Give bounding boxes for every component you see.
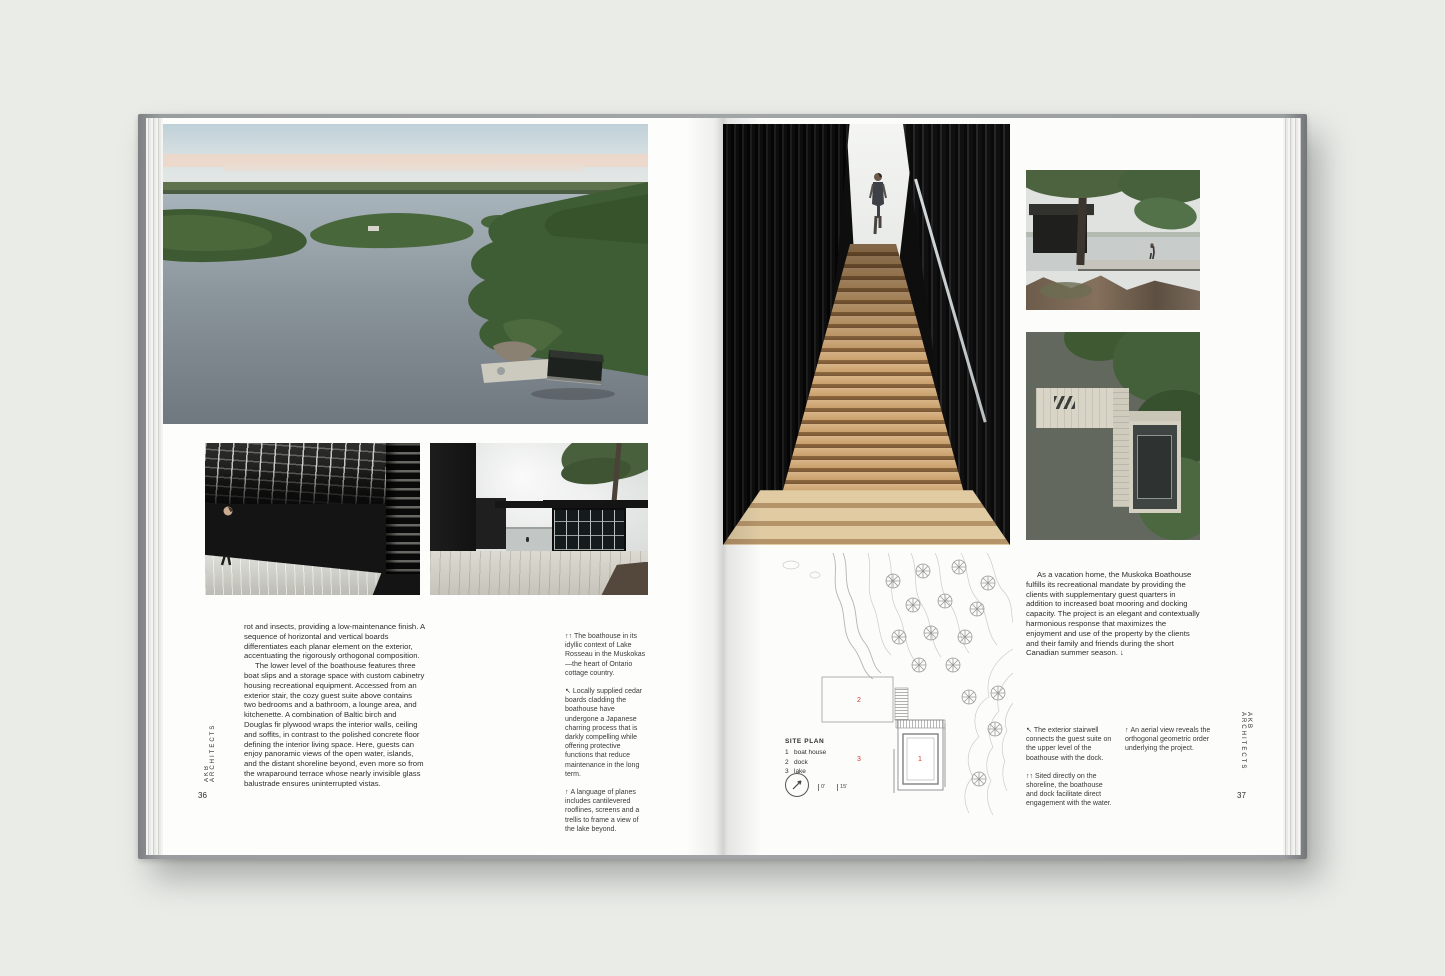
page-edges-left [146,118,163,855]
up-up-arrow-icon: ↑↑ [565,633,572,640]
up-left-arrow-icon: ↖ [565,688,571,696]
photo-boathouse-dock [1026,170,1200,310]
photo-stairwell [723,124,1010,545]
up-arrow-icon: ↑ [1125,727,1129,734]
scale-end: 15' [837,784,847,791]
legend-label: lake [794,768,806,775]
caption [565,788,648,834]
caption-text: The boathouse in its idyllic context of Lake Rosseau in the Muskokas—the heart of Ontario cottage country. [565,633,646,677]
dock [1078,260,1200,272]
right-margin-label: AKB ARCHITECTS [1240,712,1252,771]
site-plan-legend [785,738,826,775]
left-page-number: 36 [198,791,207,800]
right-caption-column-2 [1125,726,1217,763]
photo-lake-aerial [163,124,648,424]
lake-aerial-illustration [163,124,648,424]
legend-item [785,759,826,766]
slatted-screen [386,443,420,574]
legend-label: boat house [794,749,827,756]
photo-deck-lake-view [430,443,648,595]
left-body-text [244,622,425,789]
plan-label-dock: 2 [857,697,861,704]
scale-start: 0' [818,784,825,791]
legend-number: 1 [785,749,789,756]
photo-boathouse-aerial [1026,332,1200,540]
stair-landing [723,490,1010,545]
legend-item [785,749,826,756]
left-margin-label: AKB ARCHITECTS [204,723,216,782]
person-figure [216,505,242,569]
roof-line [543,500,648,508]
caption [1026,772,1116,809]
lake [506,527,552,553]
left-page [163,118,723,855]
caption-text: Locally supplied cedar boards cladding the boathouse have undergone a Japanese charring process that is darkly compelling while offering protective functions that reduce maintenance in the long term. [565,688,643,778]
deck-edge [1129,411,1181,421]
right-page-number: 37 [1237,791,1246,800]
book [138,114,1307,859]
walkway [1113,388,1129,507]
caption-text: The exterior stairwell connects the guest suite on the upper level of the boathouse with the dock. [1026,727,1112,762]
site-plan-title: SITE PLAN [785,738,825,745]
caption [1026,726,1116,763]
plan-label-lake: 3 [857,756,861,763]
up-arrow-icon: ↑ [565,789,569,797]
legend-number: 2 [785,758,789,766]
site-plan-drawing [773,553,1013,818]
legend-number: 3 [785,768,789,775]
up-left-arrow-icon: ↖ [1026,727,1032,734]
scale-bar [818,784,847,791]
caption-text: A language of planes includes cantilevered rooflines, screens and a trellis to frame a view of the lake beyond. [565,789,640,833]
right-caption-column-1 [1026,726,1116,818]
boathouse-roof [1137,435,1172,498]
plan-label-boathouse: 1 [918,756,922,763]
person-figure [1148,243,1156,261]
body-paragraph: rot and insects, providing a low-maintenance finish. A sequence of horizontal and vertical boards differentiates each planar element on the exterior, accentuating the rigorously orthogonal composition. [244,622,425,661]
north-arrow-icon [785,773,809,797]
right-body-text [1026,570,1202,658]
caption [565,687,648,779]
page-edges-right [1283,118,1301,855]
caption [565,632,648,678]
body-paragraph: The lower level of the boathouse features three boat slips and a storage space with custom cabinetry housing recreational equipment. Accessed from an exterior stair, the cozy guest suite above contains two bedrooms and a bathroom, a lounge area, and kitchenette. A combination of Baltic birch and Douglas fir plywood wraps the interior walls, ceiling and soffits, in contrast to the polished concrete floor defining the interior living space. Here, guests can enjoy panoramic views of the open water, islands, and the distant shoreline beyond, even more so from the wraparound terrace whose nearly invisible glass balustrade ensures uninterrupted vistas. [244,661,425,788]
caption [1125,726,1217,754]
moss [1040,282,1092,299]
person-figure [867,172,889,238]
photo-trellis-terrace [205,443,420,595]
glazed-doors [552,508,626,552]
body-paragraph: As a vacation home, the Muskoka Boathouse fulfills its recreational mandate by providing the clients with supplementary guest quarters in addition to increased boat mooring and docking capacity. The project is an elegant and contextually harmonious response that maximizes the enjoyment and use of the property by the clients and their family and friends during the short Canadian summer season. ↓ [1026,570,1200,658]
caption-text: An aerial view reveals the orthogonal geometric order underlying the project. [1125,727,1211,753]
left-caption-column [565,632,648,843]
boathouse-roof-frame [1129,421,1181,513]
right-page [723,118,1283,855]
caption-text: Sited directly on the shoreline, the boathouse and dock facilitate direct engagement with the water. [1026,772,1112,808]
legend-label: dock [794,758,808,766]
deck-chairs [1054,396,1075,408]
bird [526,537,529,542]
up-up-arrow-icon: ↑↑ [1026,772,1033,780]
